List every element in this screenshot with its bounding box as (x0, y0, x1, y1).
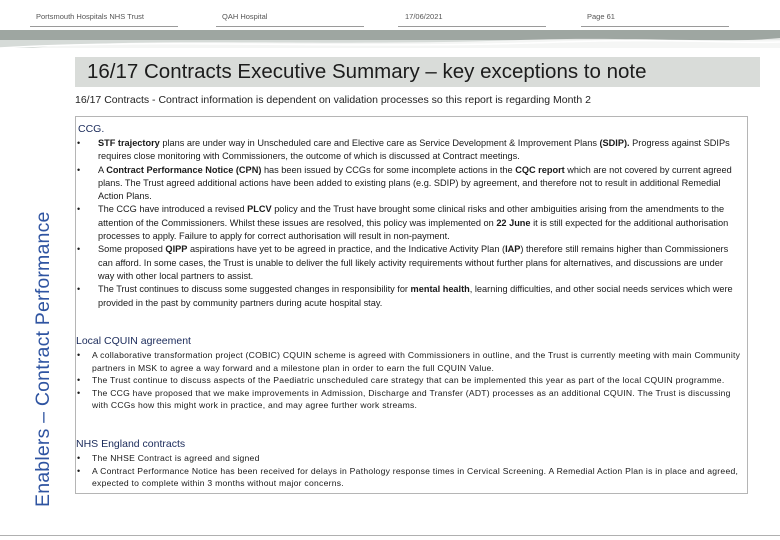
list-item: • The Trust continue to discuss aspects of the Paediatric unscheduled care strategy that can be implemented this year as part of the local CQUIN programme. (77, 374, 741, 387)
header-site: QAH Hospital (222, 12, 268, 21)
ccg-heading: CCG. (78, 123, 105, 135)
list-item: • The NHSE Contract is agreed and signed (77, 452, 741, 465)
page-subtitle: 16/17 Contracts - Contract information is dependent on validation processes so this report is regarding Month 2 (75, 94, 591, 106)
decorative-swoosh (0, 26, 780, 52)
list-item: • A Contract Performance Notice (CPN) has been issued by CCGs for some incomplete actions in the CQC report which are not covered by current agreed plans. The Trust agreed additional actions have been added to existing plans (e.g. SDIP) by agreement, and therefore not to result in additional Remedial Action Plans. (77, 164, 741, 204)
list-item: • STF trajectory plans are under way in Unscheduled care and Elective care as Service Development & Improvement Plans (SDIP). Progress against SDIPs requires close monitoring with Commissioners, the outcome of which is discussed at Contract meetings. (77, 137, 741, 164)
page-header (0, 0, 780, 28)
header-page-number: Page 61 (587, 12, 615, 21)
side-section-label: Enablers – Contract Performance (32, 211, 54, 507)
cquin-heading: Local CQUIN agreement (76, 335, 191, 347)
ccg-bullet-list (77, 137, 741, 310)
list-item: • Some proposed QIPP aspirations have yet to be agreed in practice, and the Indicative Activity Plan (IAP) therefore still remains higher than Commissioners can afford. In some cases, the Trust is unable to deliver the full likely activity requirements without further plans for alternatives, and discussions are under way with other local partners to assist. (77, 243, 741, 283)
content-panel (75, 116, 748, 494)
list-item: • The CCG have proposed that we make improvements in Admission, Discharge and Transfer (ADT) processes as an additional CQUIN. The Trust is discussing with CCGs how this might work in practice, and may agree further work streams. (77, 387, 741, 412)
footer-rule (0, 535, 780, 536)
list-item: • A Contract Performance Notice has been received for delays in Pathology response times in Cervical Screening. A Remedial Action Plan is in place and agreed, expected to complete within 3 months without major concerns. (77, 465, 741, 490)
nhse-heading: NHS England contracts (76, 438, 186, 450)
cquin-bullet-list (77, 349, 741, 412)
header-date: 17/06/2021 (405, 12, 443, 21)
page-title: 16/17 Contracts Executive Summary – key exceptions to note (87, 60, 647, 83)
title-banner (75, 57, 760, 87)
list-item: • The CCG have introduced a revised PLCV policy and the Trust have brought some clinical risks and other ambiguities arising from the amendments to the attention of the Commissioners. Whilst these issues are resolved, this policy was implemented on 22 June it is still expected for the additional authorisation processes to apply. Failure to apply for correct authorisation will result in non-payment. (77, 203, 741, 243)
list-item: • A collaborative transformation project (COBIC) CQUIN scheme is agreed with Commissioners in outline, and the Trust is currently meeting with main Community partners in MSK to agree a way forward and a milestone plan in order to earn the full CQUIN Value. (77, 349, 741, 374)
list-item: • The Trust continues to discuss some suggested changes in responsibility for mental health, learning difficulties, and other social needs services which were provided in the past by community partners during acute hospital stay. (77, 283, 741, 310)
nhse-bullet-list (77, 452, 741, 490)
header-trust-name: Portsmouth Hospitals NHS Trust (36, 12, 144, 21)
